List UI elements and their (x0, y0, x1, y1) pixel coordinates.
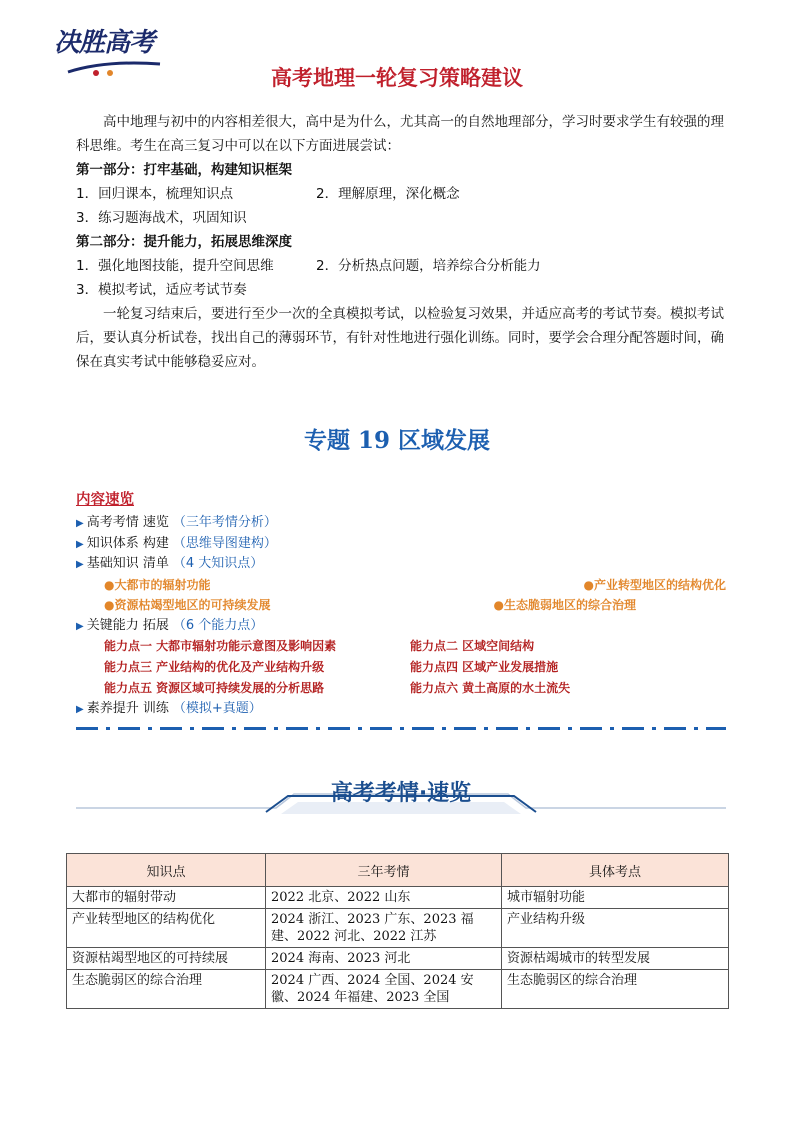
table-header: 知识点 (67, 854, 266, 887)
knowledge-point: ●产业转型地区的结构优化 (583, 577, 726, 592)
ability-point: 能力点一 大都市辐射功能示意图及影响因素 (104, 639, 337, 653)
dashed-divider (76, 727, 726, 730)
part2-row (76, 278, 726, 302)
table-cell: 2024 浙江、2023 广东、2023 福建、2022 河北、2022 江苏 (266, 909, 502, 948)
table-cell: 资源枯竭型地区的可持续展 (67, 948, 266, 970)
part2-item: 3．模拟考试，适应考试节奏 (76, 282, 247, 298)
table-cell: 产业结构升级 (502, 909, 729, 948)
overview-label: 高考考情 速览 (86, 515, 169, 530)
overview-note: （模拟+真题） (172, 701, 262, 716)
part2-item: 1．强化地图技能，提升空间思维 (76, 258, 274, 274)
overview-note: （思维导图建构） (172, 535, 277, 551)
banner-title: 高考考情·速览 (330, 781, 472, 806)
overview-item[interactable] (76, 616, 726, 637)
overview-label: 知识体系 构建 (86, 535, 169, 551)
overview-label: 基础知识 清单 (86, 556, 169, 571)
knowledge-point: ●资源枯竭型地区的可持续发展 (104, 598, 271, 612)
overview-item[interactable] (76, 554, 726, 575)
part2-heading: 第二部分：提升能力，拓展思维深度 (76, 234, 292, 250)
triangle-bullet-icon: ▶ (76, 620, 84, 632)
ability-row (76, 636, 726, 657)
knowledge-row (76, 575, 726, 596)
exam-info-table (66, 853, 729, 1009)
triangle-bullet-icon: ▶ (76, 704, 84, 715)
part1-row (76, 206, 726, 230)
table-cell: 生态脆弱区的综合治理 (67, 970, 266, 1009)
table-header: 三年考情 (266, 854, 502, 887)
closing-paragraph: 一轮复习结束后，要进行至少一次的全真模拟考试，以检验复习效果，并适应高考的考试节奏。模拟考试后，要认真分析试卷，找出自己的薄弱环节，有针对性地进行强化训练。同时，要学会合理分配答题时间，确保在真实考试中能够稳妥应对。 (76, 306, 724, 370)
table-cell: 城市辐射功能 (502, 887, 729, 909)
table-row (67, 948, 729, 970)
overview-note: （6 个能力点） (172, 617, 264, 633)
section-title: 专题 19 区域发展 (303, 427, 491, 454)
part1-heading: 第一部分：打牢基础，构建知识框架 (76, 162, 292, 178)
table-row (67, 909, 729, 948)
ability-point: 能力点二 区域空间结构 (410, 639, 535, 653)
overview-item[interactable] (76, 699, 726, 720)
table-row (67, 970, 729, 1009)
knowledge-point: ●生态脆弱地区的综合治理 (493, 598, 636, 612)
logo-text: 决胜高考 (54, 28, 155, 58)
table-row (67, 887, 729, 909)
table-cell: 2024 海南、2023 河北 (266, 948, 502, 970)
content-overview (76, 488, 726, 720)
table-header-row (67, 854, 729, 887)
table-cell: 产业转型地区的结构优化 (67, 909, 266, 948)
table-cell: 生态脆弱区的综合治理 (502, 970, 729, 1009)
knowledge-point: ●大都市的辐射功能 (104, 577, 211, 592)
table-cell: 2022 北京、2022 山东 (266, 887, 502, 909)
ability-row (76, 657, 726, 678)
part2-item: 2．分析热点问题，培养综合分析能力 (316, 258, 541, 274)
part1-item: 1．回归课本，梳理知识点 (76, 186, 234, 202)
table-cell: 大都市的辐射带动 (67, 887, 266, 909)
table-header: 具体考点 (502, 854, 729, 887)
intro-section (76, 110, 726, 374)
overview-note: （三年考情分析） (172, 515, 277, 530)
document-title: 高考地理一轮复习策略建议 (271, 66, 523, 90)
overview-note: （4 大知识点） (172, 556, 264, 571)
triangle-bullet-icon: ▶ (76, 559, 84, 570)
part1-row (76, 182, 726, 206)
overview-label: 素养提升 训练 (86, 701, 169, 716)
table-cell: 资源枯竭城市的转型发展 (502, 948, 729, 970)
triangle-bullet-icon: ▶ (76, 538, 84, 550)
ability-point: 能力点四 区域产业发展措施 (410, 660, 559, 674)
overview-item[interactable] (76, 534, 726, 555)
section-banner (76, 768, 726, 816)
triangle-bullet-icon: ▶ (76, 518, 84, 529)
overview-item[interactable] (76, 513, 726, 534)
ability-point: 能力点五 资源区域可持续发展的分析思路 (104, 681, 325, 695)
overview-label: 关键能力 拓展 (86, 617, 169, 633)
table-cell: 2024 广西、2024 全国、2024 安徽、2024 年福建、2023 全国 (266, 970, 502, 1009)
part1-item: 2．理解原理，深化概念 (316, 186, 460, 202)
overview-heading: 内容速览 (76, 492, 134, 508)
ability-row (76, 678, 726, 699)
part2-row (76, 254, 726, 278)
intro-paragraph: 高中地理与初中的内容相差很大，高中是为什么，尤其高一的自然地理部分，学习时要求学生有较强的理科思维。考生在高三复习中可以在以下方面进展尝试： (76, 114, 724, 154)
part1-item: 3．练习题海战术，巩固知识 (76, 210, 247, 226)
knowledge-row (76, 595, 726, 616)
ability-point: 能力点三 产业结构的优化及产业结构升级 (104, 660, 325, 674)
ability-point: 能力点六 黄土高原的水土流失 (410, 681, 571, 695)
